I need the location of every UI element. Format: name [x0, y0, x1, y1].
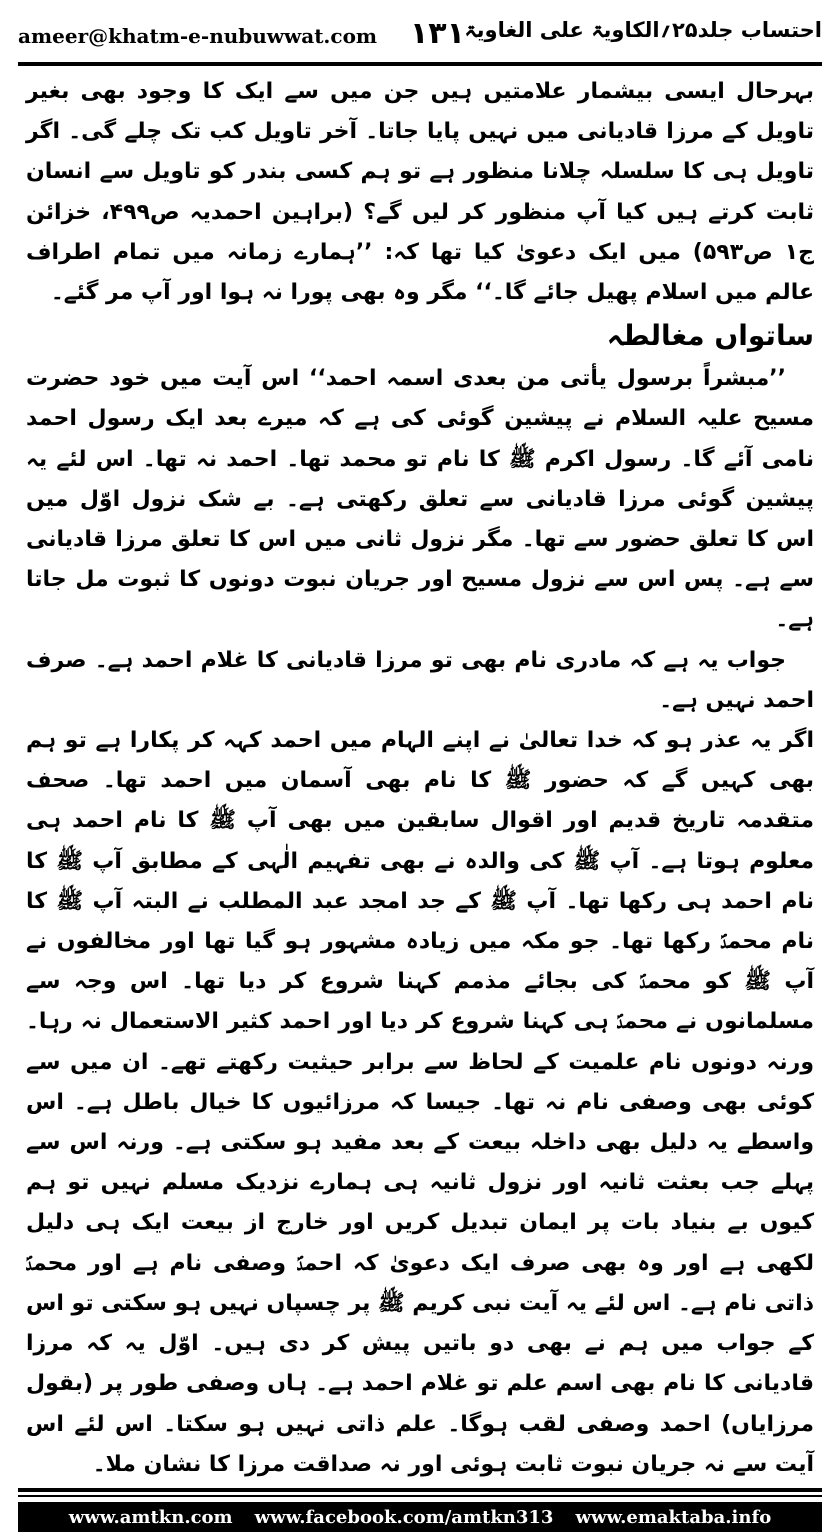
page-header: [18, 14, 822, 60]
paragraph-3: جواب یہ ہے کہ مادری نام بھی تو مرزا قادیانی کا غلام احمد ہے۔ صرف احمد نہیں ہے۔: [26, 647, 814, 713]
book-title: احتساب جلد۲۵؍الکاویۃ علی الغاویۃ: [464, 18, 822, 42]
paragraph-4: اگر یہ عذر ہو کہ خدا تعالیٰ نے اپنے الہام میں احمد کہہ کر پکارا ہے تو ہم بھی کہیں گے کہ حضور ﷺ کا نام بھی آسمان میں احمد تھا۔ صحف متقدمہ تاریخ قدیم اور اقوال سابقین میں بھی آپ ﷺ کا نام احمد ہی معلوم ہوتا ہے۔ آپ ﷺ کی والدہ نے بھی تفہیم الٰہی کے مطابق آپ ﷺ کا نام احمد ہی رکھا تھا۔ آپ ﷺ کے جد امجد عبد المطلب نے البتہ آپ ﷺ کا نام محمدؐ رکھا تھا۔ جو مکہ میں زیادہ مشہور ہو گیا تھا اور مخالفوں نے آپ ﷺ کو محمدؐ کی بجائے مذمم کہنا شروع کر دیا تھا۔ اس وجہ سے مسلمانوں نے محمدؐ ہی کہنا شروع کر دیا اور احمد کثیر الاستعمال نہ رہا۔ ورنہ دونوں نام علمیت کے لحاظ سے برابر حیثیت رکھتے تھے۔ ان میں سے کوئی بھی وصفی نام نہ تھا۔ جیسا کہ مرزائیوں کا خیال باطل ہے۔ اس واسطے یہ دلیل بھی داخلہ بیعت کے بعد مفید ہو سکتی ہے۔ ورنہ اس سے پہلے جب بعثت ثانیہ اور نزول ثانیہ ہی ہمارے نزدیک مسلم نہیں تو ہم کیوں بے بنیاد بات پر ایمان تبدیل کریں اور خارج از بیعت ایک ہی دلیل لکھی ہے اور وہ بھی صرف ایک دعویٰ کہ احمدؐ وصفی نام ہے اور محمدؐ ذاتی نام ہے۔ اس لئے یہ آیت نبی کریم ﷺ پر چسپاں نہیں ہو سکتی تو اس کے جواب میں ہم نے بھی دو باتیں پیش کر دی ہیں۔ اوّل یہ کہ مرزا قادیانی کا نام بھی اسم علم تو غلام احمد ہے۔ ہاں وصفی طور پر (بقول مرزایاں) احمد وصفی لقب ہوگا۔ علم ذاتی نہیں ہو سکتا۔ اس لئے اس آیت سے نہ جریان نبوت ثابت ہوئی اور نہ صداقت مرزا کا نشان ملا۔: [26, 728, 814, 1477]
footer-divider-thin: [18, 1495, 822, 1497]
footer-link-website[interactable]: www.amtkn.com: [68, 1506, 233, 1528]
footer-divider-thick: [18, 1488, 822, 1492]
header-divider: [18, 62, 822, 66]
paragraph-2: ’’مبشراً برسول یأتی من بعدی اسمہ احمد‘‘ اس آیت میں خود حضرت مسیح علیہ السلام نے پیشین گوئی کی ہے کہ میرے بعد ایک رسول احمد نامی آئے گا۔ رسول اکرم ﷺ کا نام تو محمد تھا۔ احمد نہ تھا۔ اس لئے یہ پیشین گوئی مرزا قادیانی سے تعلق رکھتی ہے۔ بے شک نزول اوّل میں اس کا تعلق حضور سے تھا۔ مگر نزول ثانی میں اس کا تعلق مرزا قادیانی سے ہے۔ پس اس سے نزول مسیح اور جریان نبوت دونوں کا ثبوت مل جاتا ہے۔: [26, 366, 814, 633]
section-heading: ساتواں مغالطہ: [606, 319, 814, 353]
footer-link-emaktaba[interactable]: www.emaktaba.info: [575, 1506, 772, 1528]
paragraph-1: بہرحال ایسی بیشمار علامتیں ہیں جن میں سے ایک کا وجود بھی بغیر تاویل کے مرزا قادیانی میں نہیں پایا جاتا۔ آخر تاویل کب تک چلے گی۔ اگر تاویل ہی کا سلسلہ چلانا منظور ہے تو ہم کسی بندر کو تاویل سے انسان ثابت کرتے ہیں کیا آپ منظور کر لیں گے؟ (براہین احمدیہ ص۴۹۹، خزائن ج۱ ص۵۹۳) میں ایک دعویٰ کیا تھا کہ: ’’ہمارے زمانہ میں تمام اطراف عالم میں اسلام پھیل جائے گا۔‘‘ مگر وہ بھی پورا نہ ہوا اور آپ مر گئے۔: [26, 79, 814, 306]
page-number: ۱۳۱: [410, 16, 465, 51]
page-footer: [18, 1502, 822, 1532]
footer-link-facebook[interactable]: www.facebook.com/amtkn313: [254, 1506, 554, 1528]
page-body: [26, 72, 814, 1477]
header-email: ameer@khatm-e-nubuwwat.com: [18, 24, 378, 48]
